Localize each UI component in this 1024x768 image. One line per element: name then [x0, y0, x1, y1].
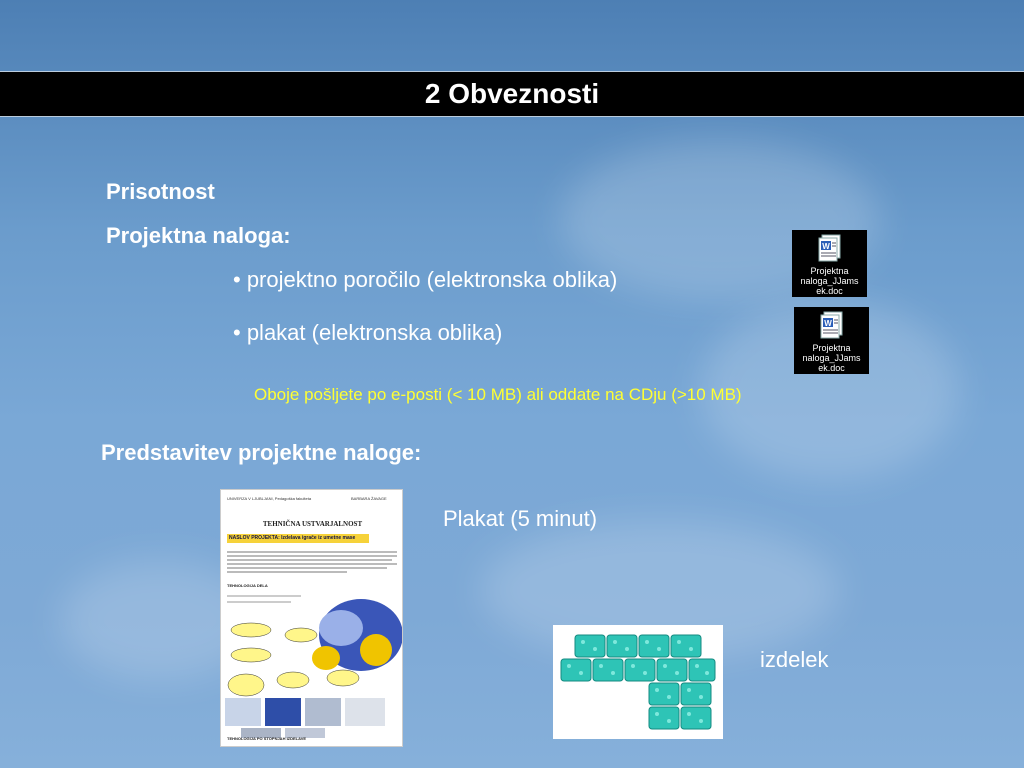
file-caption-line: Projektna [810, 266, 849, 276]
file-caption-line: Projektna [812, 343, 851, 353]
poster-header-left: UNIVERZA V LJUBLJANI, Pedagoška fakulteta [227, 496, 312, 501]
poster-file[interactable] [794, 307, 869, 374]
poster-section-title: TEHNOLOGIJA DELA [227, 583, 268, 588]
bullet-report: • projektno poročilo (elektronska oblika) [233, 267, 618, 292]
file-caption-line: ek.doc [816, 286, 843, 296]
file-caption [797, 343, 867, 373]
poster-header-right: BARBARA ŽAVAGE [351, 496, 387, 501]
bullet-poster: • plakat (elektronska oblika) [233, 320, 503, 345]
word-document-icon [817, 234, 843, 262]
file-caption-line: ek.doc [818, 363, 845, 373]
poster-title: TEHNIČNA USTVARJALNOST [262, 520, 363, 528]
poster-banner: NASLOV PROJEKTA: Izdelava igrače iz umetne mase [227, 534, 369, 543]
report-file[interactable] [792, 230, 867, 297]
submission-note: Oboje pošljete po e-posti (< 10 MB) ali oddate na CDju (>10 MB) [254, 385, 742, 404]
file-caption [795, 266, 865, 296]
poster-label: Plakat (5 minut) [443, 506, 598, 531]
poster-footer: TEHNOLOGIJA PO STOPNJAH IZDELAVE [227, 736, 307, 741]
heading-presence: Prisotnost [106, 179, 215, 204]
svg-text:W: W [823, 319, 832, 328]
slide-title-bar [0, 71, 1024, 117]
poster-illustration [221, 590, 403, 747]
word-document-icon [819, 311, 845, 339]
product-tiles-image [553, 625, 723, 739]
heading-presentation: Predstavitev projektne naloge: [101, 440, 422, 465]
slide-title: 2 Obveznosti [424, 78, 600, 109]
product-photo [553, 625, 723, 739]
svg-text:W: W [821, 242, 830, 251]
heading-project: Projektna naloga: [106, 223, 291, 248]
poster-thumbnail [220, 489, 403, 747]
file-caption-line: naloga_JJams [802, 353, 861, 363]
poster-text-lines [227, 550, 397, 580]
file-caption-line: naloga_JJams [800, 276, 859, 286]
product-label: izdelek [760, 647, 829, 672]
